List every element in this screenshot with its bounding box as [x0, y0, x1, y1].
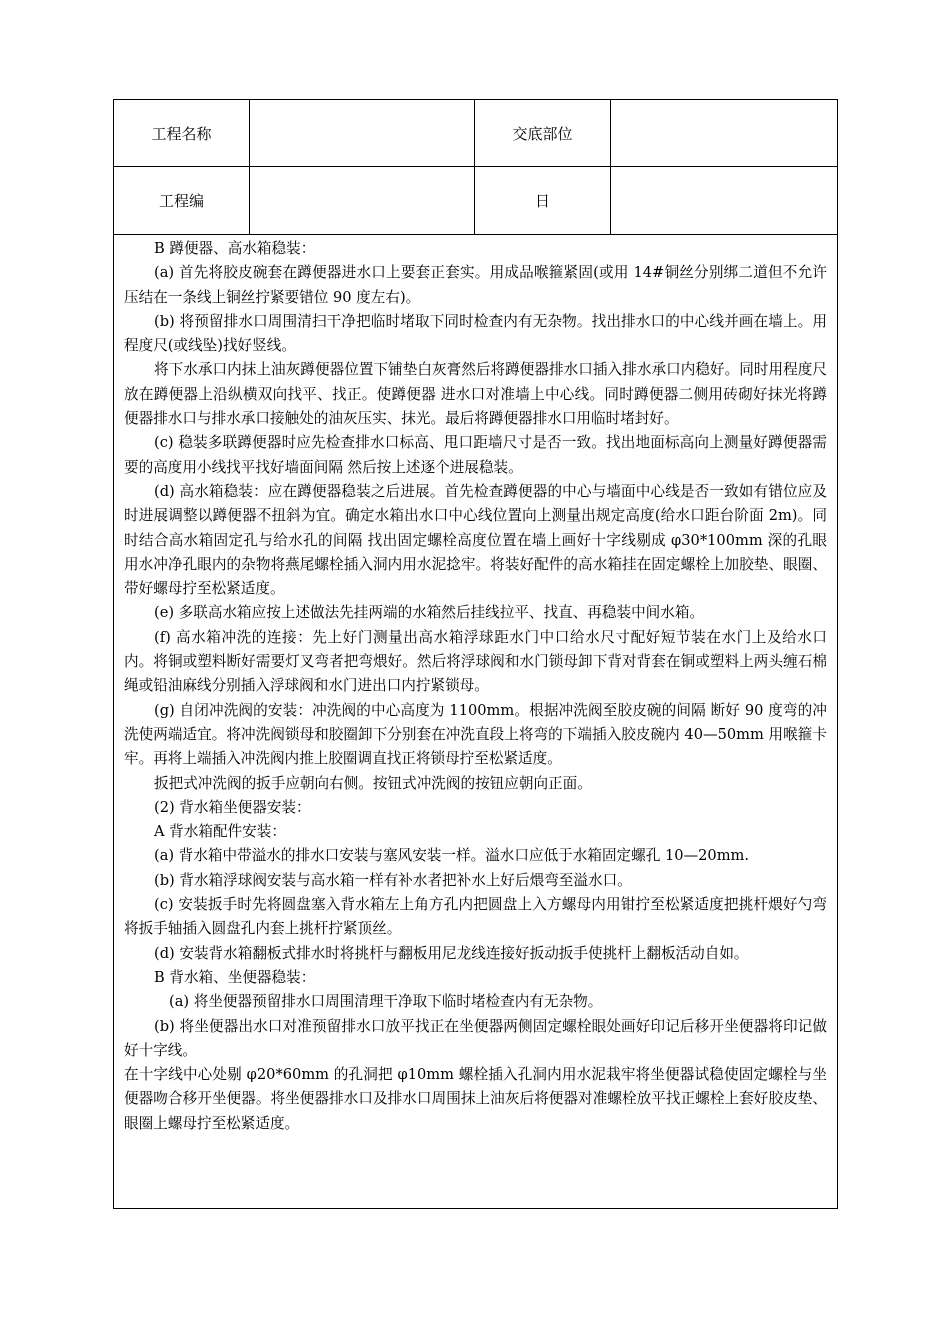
body-paragraph: (d) 高水箱稳装：应在蹲便器稳装之后进展。首先检查蹲便器的中心与墙面中心线是否一致如有错位应及时进展调整以蹲便器不扭斜为宜。确定水箱出水口中心线位置向上测量出规定高度(给水口距台阶面 2m)。同时结合高水箱固定孔与给水孔的间隔 找出固定螺栓高度位置在墙上画好十字线剔成 φ30*100mm 深的孔眼用水冲净孔眼内的杂物将燕尾螺栓插入洞内用水泥捻牢。将装好配件的高水箱挂在固定螺栓上加胶垫、眼圈、带好螺母拧至松紧适度。 [124, 482, 827, 598]
body-paragraph: (g) 自闭冲洗阀的安装：冲洗阀的中心高度为 1100mm。根据冲洗阀至胶皮碗的间隔 断好 90 度弯的冲洗使两端适宜。将冲洗阀锁母和胶圈卸下分别套在冲洗直段上将弯的下端插入胶皮碗内 40—50mm 用喉箍卡牢。再将上端插入冲洗阀内推上胶圈调直找正将锁母拧至松紧适度。 [124, 701, 827, 768]
body-paragraph: (a) 背水箱中带溢水的排水口安装与塞风安装一样。溢水口应低于水箱固定螺孔 10—20mm. [154, 847, 750, 865]
body-paragraph: 在十字线中心处剔 φ20*60mm 的孔洞把 φ10mm 螺栓插入孔洞内用水泥栽牢将坐便器试稳使固定螺栓与坐便器吻合移开坐便器。将坐便器排水口及排水口周围抹上油灰后将便器对准螺栓放平找正螺栓上套好胶皮垫、眼圈上螺母拧至松紧适度。 [124, 1066, 827, 1132]
disclosure-table [113, 99, 838, 1209]
project-name-value [250, 100, 475, 166]
project-no-label: 工程编 [114, 167, 250, 234]
body-paragraph: (e) 多联高水箱应按上述做法先挂两端的水箱然后挂线拉平、找直、再稳装中间水箱。 [154, 604, 705, 622]
body-paragraph: (a) 将坐便器预留排水口周围清理干净取下临时堵检查内有无杂物。 [169, 993, 603, 1011]
header-row-2 [114, 167, 837, 235]
body-paragraph: (b) 将坐便器出水口对准预留排水口放平找正在坐便器两侧固定螺栓眼处画好印记后移开坐便器将印记做好十字线。 [124, 1017, 827, 1059]
body-paragraph: (c) 稳装多联蹲便器时应先检查排水口标高、甩口距墙尺寸是否一致。找出地面标高向上测量好蹲便器需要的高度用小线找平找好墙面间隔 然后按上述逐个进展稳装。 [124, 434, 827, 476]
body-paragraph: (c) 安装扳手时先将圆盘塞入背水箱左上角方孔内把圆盘上入方螺母内用钳拧至松紧适度把挑杆煨好勺弯将扳手轴插入圆盘孔内套上挑杆拧紧顶丝。 [124, 896, 827, 938]
body-paragraph: (f) 高水箱冲洗的连接：先上好门测量出高水箱浮球距水门中口给水尺寸配好短节装在水门上及给水口内。将铜或塑料断好需要灯叉弯者把弯煨好。然后将浮球阀和水门锁母卸下背对背套在铜或塑料上两头缠石棉绳或铅油麻线分别插入浮球阀和水门进出口内拧紧锁母。 [124, 628, 827, 695]
body-paragraph: A 背水箱配件安装： [154, 823, 286, 841]
date-label: 日 [475, 167, 611, 234]
body-paragraph: (b) 背水箱浮球阀安装与高水箱一样有补水者把补水上好后煨弯至溢水口。 [154, 871, 632, 889]
body-paragraph: (a) 首先将胶皮碗套在蹲便器进水口上要套正套实。用成品喉箍紧固(或用 14#铜丝分别绑二道但不允许压结在一条线上铜丝拧紧要错位 90 度左右)。 [124, 264, 827, 306]
date-value [611, 167, 837, 234]
body-paragraph: B 背水箱、坐便器稳装： [154, 968, 316, 986]
body-paragraph: (2) 背水箱坐便器安装： [154, 798, 311, 816]
project-no-value [250, 167, 475, 234]
location-value [611, 100, 837, 166]
body-paragraph: B 蹲便器、高水箱稳装： [154, 240, 316, 257]
body-paragraph: (d) 安装背水箱翻板式排水时将挑杆与翻板用尼龙线连接好扳动扳手使挑杆上翻板活动自如。 [154, 944, 749, 962]
body-paragraph: (b) 将预留排水口周围清扫干净把临时堵取下同时检查内有无杂物。找出排水口的中心线并画在墙上。用程度尺(或线坠)找好竖线。 [124, 312, 827, 355]
project-name-label: 工程名称 [114, 100, 250, 166]
disclosure-body [124, 237, 827, 1136]
body-paragraph: 扳把式冲洗阀的扳手应朝向右侧。按钮式冲洗阀的按钮应朝向正面。 [154, 774, 592, 792]
location-label: 交底部位 [475, 100, 611, 166]
body-paragraph: 将下水承口内抹上油灰蹲便器位置下铺垫白灰膏然后将蹲便器排水口插入排水承口内稳好。同时用程度尺放在蹲便器上沿纵横双向找平、找正。使蹲便器 进水口对准墙上中心线。同时蹲便器二侧用砖砌好抹光将蹲便器排水口与排水承口接触处的油灰压实、抹光。最后将蹲便器排水口用临时堵封好。 [124, 361, 827, 428]
header-row-1 [114, 100, 837, 167]
